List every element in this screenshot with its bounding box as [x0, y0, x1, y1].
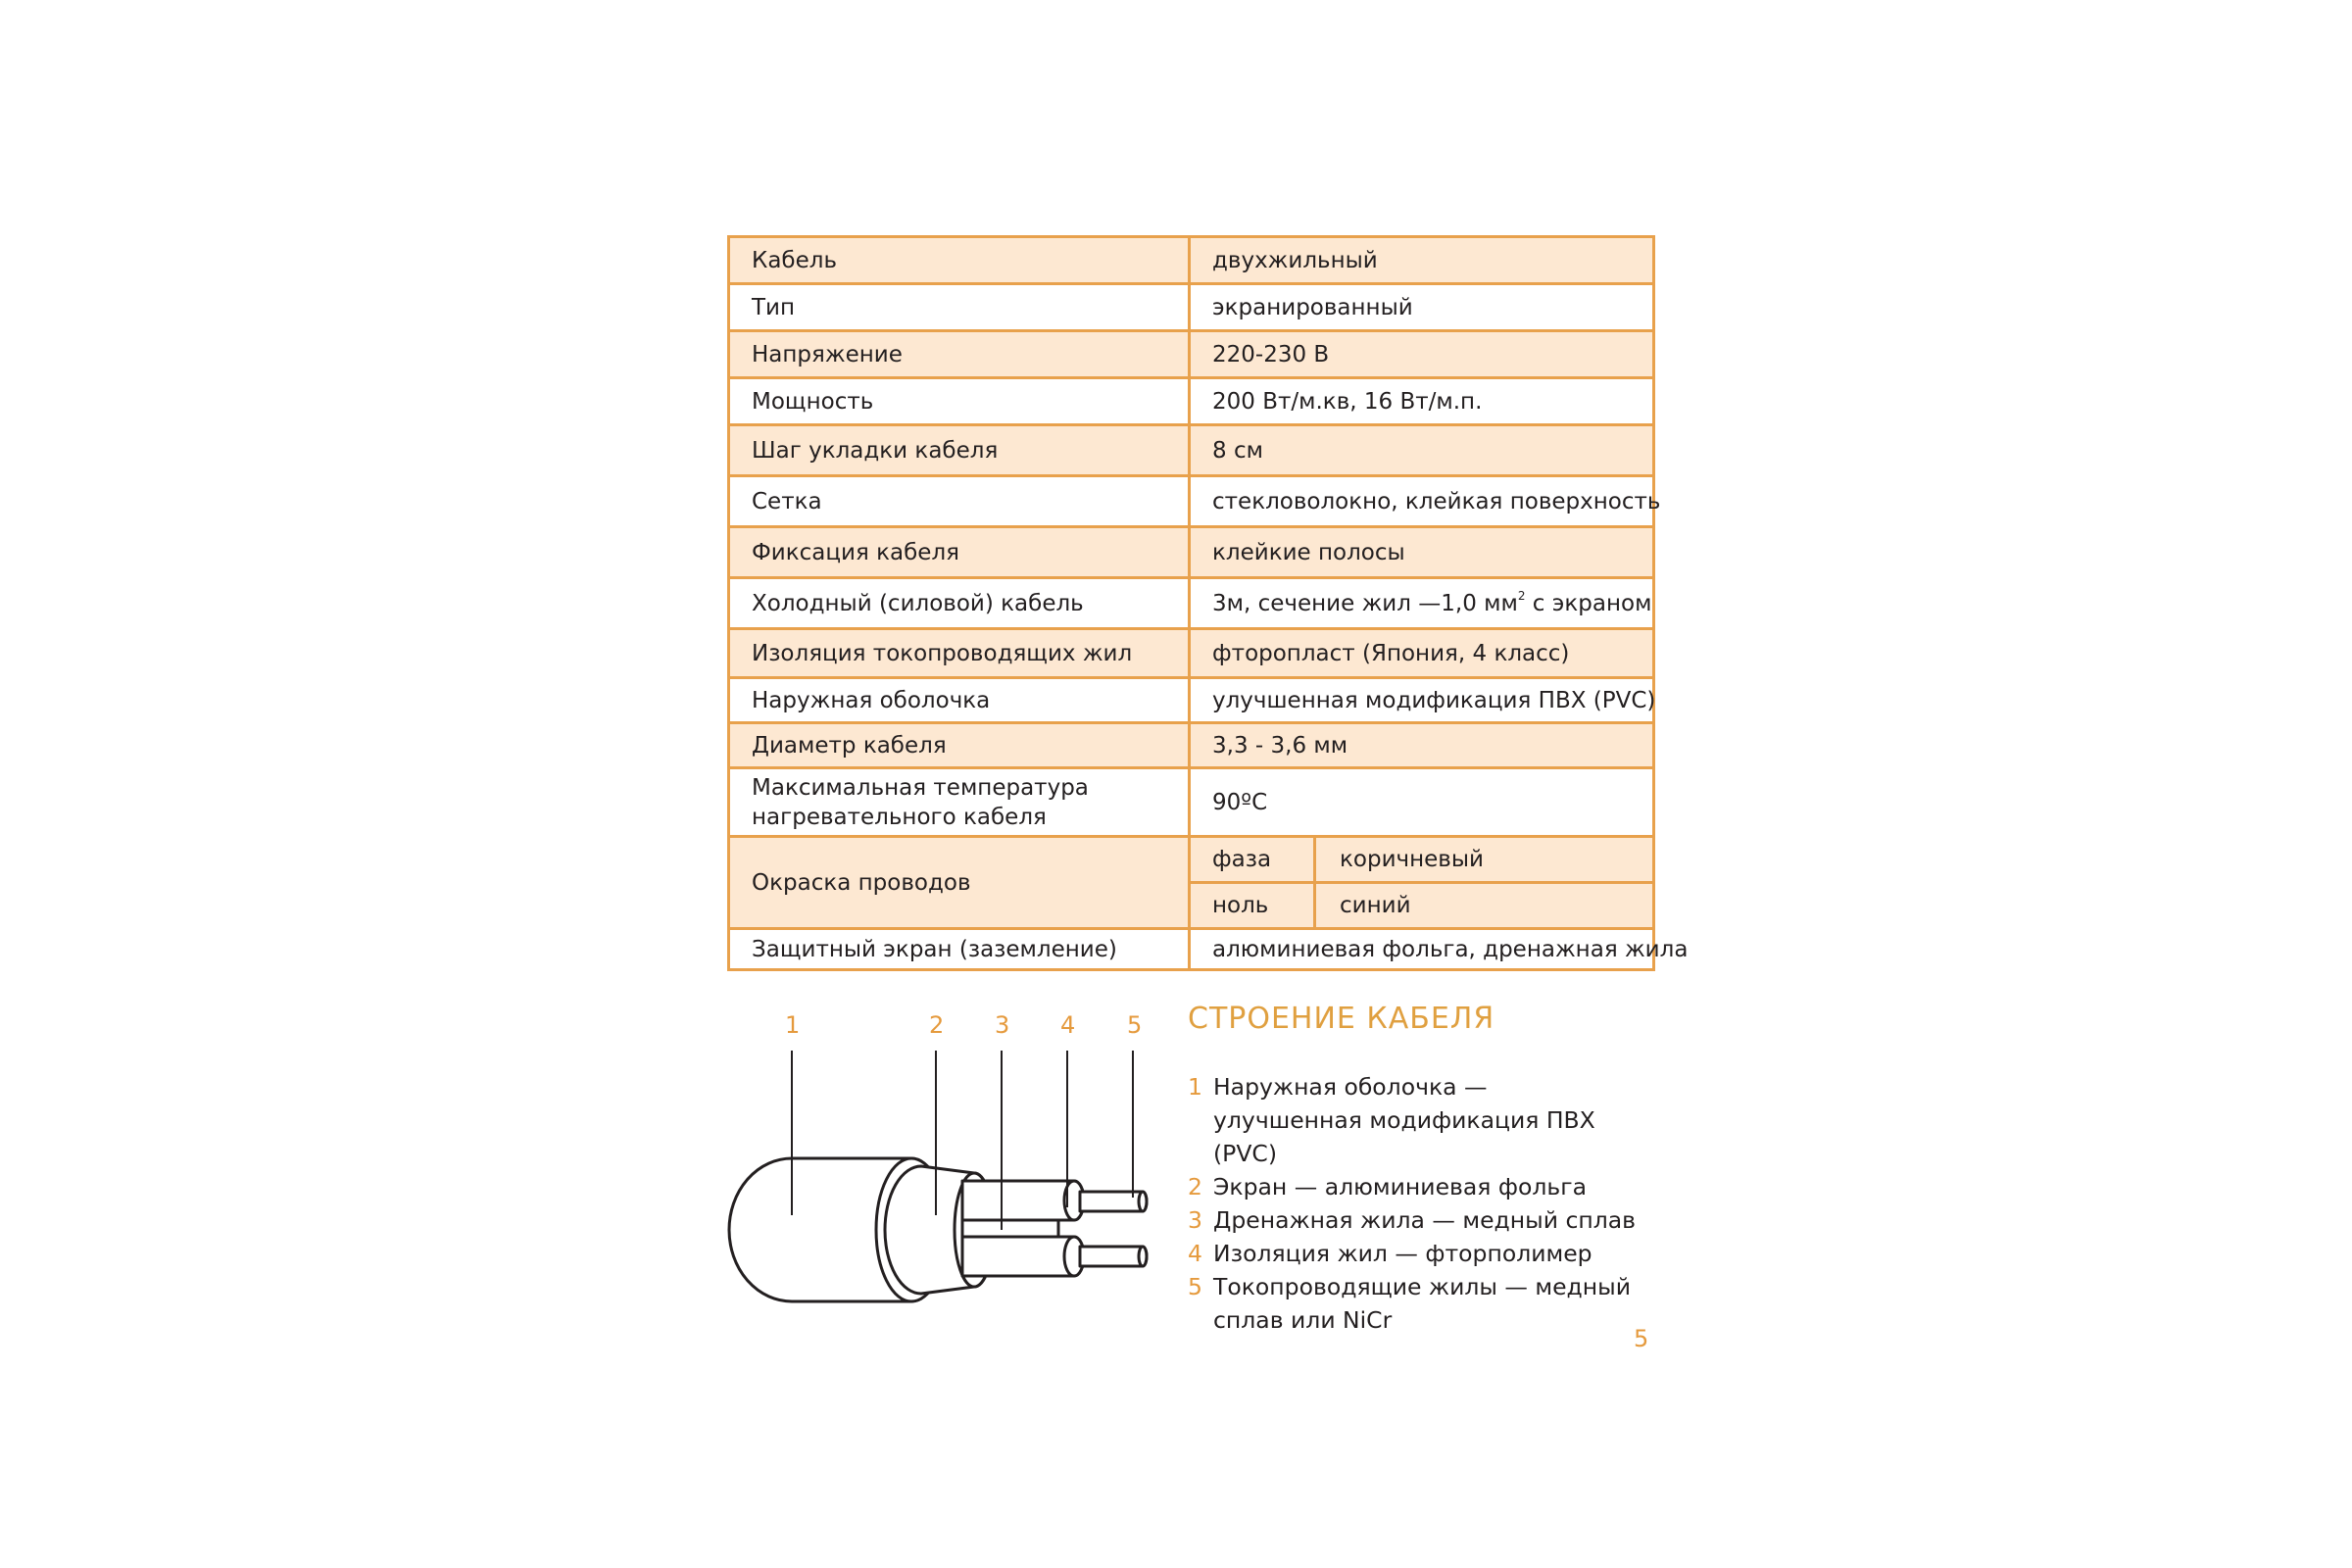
spec-label: Наружная оболочка [729, 678, 1190, 723]
spec-row [729, 678, 1654, 723]
spec-value: 220-230 В [1190, 331, 1654, 378]
legend-number: 4 [1188, 1240, 1202, 1267]
spec-row [729, 723, 1654, 768]
spec-value: улучшенная модификация ПВХ (PVC) [1190, 678, 1654, 723]
legend-text: Экран — алюминиевая фольга [1213, 1173, 1587, 1200]
legend-item [1188, 1203, 1639, 1237]
callout-5: 5 [1127, 1011, 1143, 1039]
spec-label: Диаметр кабеля [729, 723, 1190, 768]
spec-row [729, 578, 1654, 629]
spec-row [729, 331, 1654, 378]
spec-row [729, 527, 1654, 578]
legend-text: Токопроводящие жилы — медный сплав или NiCr [1213, 1273, 1631, 1334]
spec-value-text: 3м, сечение жил —1,0 мм [1212, 590, 1518, 616]
legend-number: 5 [1188, 1273, 1202, 1300]
legend-text: Изоляция жил — фторполимер [1213, 1240, 1592, 1267]
specifications-table [727, 235, 1689, 971]
spec-label: Шаг укладки кабеля [729, 425, 1190, 476]
legend-text: Дренажная жила — медный сплав [1213, 1206, 1636, 1234]
spec-label: Сетка [729, 476, 1190, 527]
spec-value: 200 Вт/м.кв, 16 Вт/м.п. [1190, 378, 1654, 425]
spec-value: фторопласт (Япония, 4 класс) [1190, 629, 1654, 678]
spec-value: клейкие полосы [1190, 527, 1654, 578]
spec-value: двухжильный [1190, 237, 1654, 284]
spec-row [729, 425, 1654, 476]
spec-value: 3,3 - 3,6 мм [1190, 723, 1654, 768]
spec-label: Окраска проводов [729, 837, 1190, 929]
spec-row [729, 284, 1654, 331]
spec-row [729, 476, 1654, 527]
spec-row [729, 768, 1654, 837]
spec-row [729, 929, 1654, 970]
spec-row [729, 629, 1654, 678]
cable-structure-illustration [720, 1034, 1152, 1318]
spec-label: Максимальная температура нагревательного кабеля [729, 768, 1190, 837]
spec-label: Защитный экран (заземление) [729, 929, 1190, 970]
conductor-lower [1080, 1247, 1147, 1266]
legend-text: Наружная оболочка — улучшенная модификация ПВХ (PVC) [1213, 1073, 1595, 1167]
spec-value: 8 см [1190, 425, 1654, 476]
legend-item [1188, 1170, 1639, 1203]
legend-item [1188, 1270, 1639, 1337]
conductor-upper [1080, 1192, 1147, 1211]
structure-heading: СТРОЕНИЕ КАБЕЛЯ [1188, 1002, 1495, 1036]
spec-label: Тип [729, 284, 1190, 331]
spec-value-suffix: с экраном [1525, 590, 1652, 616]
callout-4: 4 [1060, 1011, 1076, 1039]
spec-value: 90ºС [1190, 768, 1654, 837]
spec-row [729, 837, 1654, 883]
wire-name: ноль [1190, 883, 1315, 929]
legend-item [1188, 1070, 1639, 1170]
spec-row [729, 378, 1654, 425]
callout-1: 1 [785, 1011, 801, 1039]
spec-label: Фиксация кабеля [729, 527, 1190, 578]
spec-value: экранированный [1190, 284, 1654, 331]
legend-item [1188, 1237, 1639, 1270]
page-number: 5 [1634, 1325, 1649, 1352]
superscript-two: 2 [1517, 588, 1526, 603]
spec-value: алюминиевая фольга, дренажная жила [1190, 929, 1654, 970]
spec-label: Мощность [729, 378, 1190, 425]
spec-label: Напряжение [729, 331, 1190, 378]
wire-name: фаза [1190, 837, 1315, 883]
spec-label: Изоляция токопроводящих жил [729, 629, 1190, 678]
spec-value [1190, 578, 1654, 629]
spec-label: Кабель [729, 237, 1190, 284]
structure-legend [1188, 1070, 1639, 1337]
legend-number: 2 [1188, 1173, 1202, 1200]
callout-2: 2 [929, 1011, 945, 1039]
spec-row [729, 237, 1654, 284]
wire-color: синий [1315, 883, 1654, 929]
spec-label: Холодный (силовой) кабель [729, 578, 1190, 629]
wire-color: коричневый [1315, 837, 1654, 883]
callout-3: 3 [995, 1011, 1010, 1039]
spec-value: стекловолокно, клейкая поверхность [1190, 476, 1654, 527]
legend-number: 3 [1188, 1206, 1202, 1234]
legend-number: 1 [1188, 1073, 1202, 1101]
